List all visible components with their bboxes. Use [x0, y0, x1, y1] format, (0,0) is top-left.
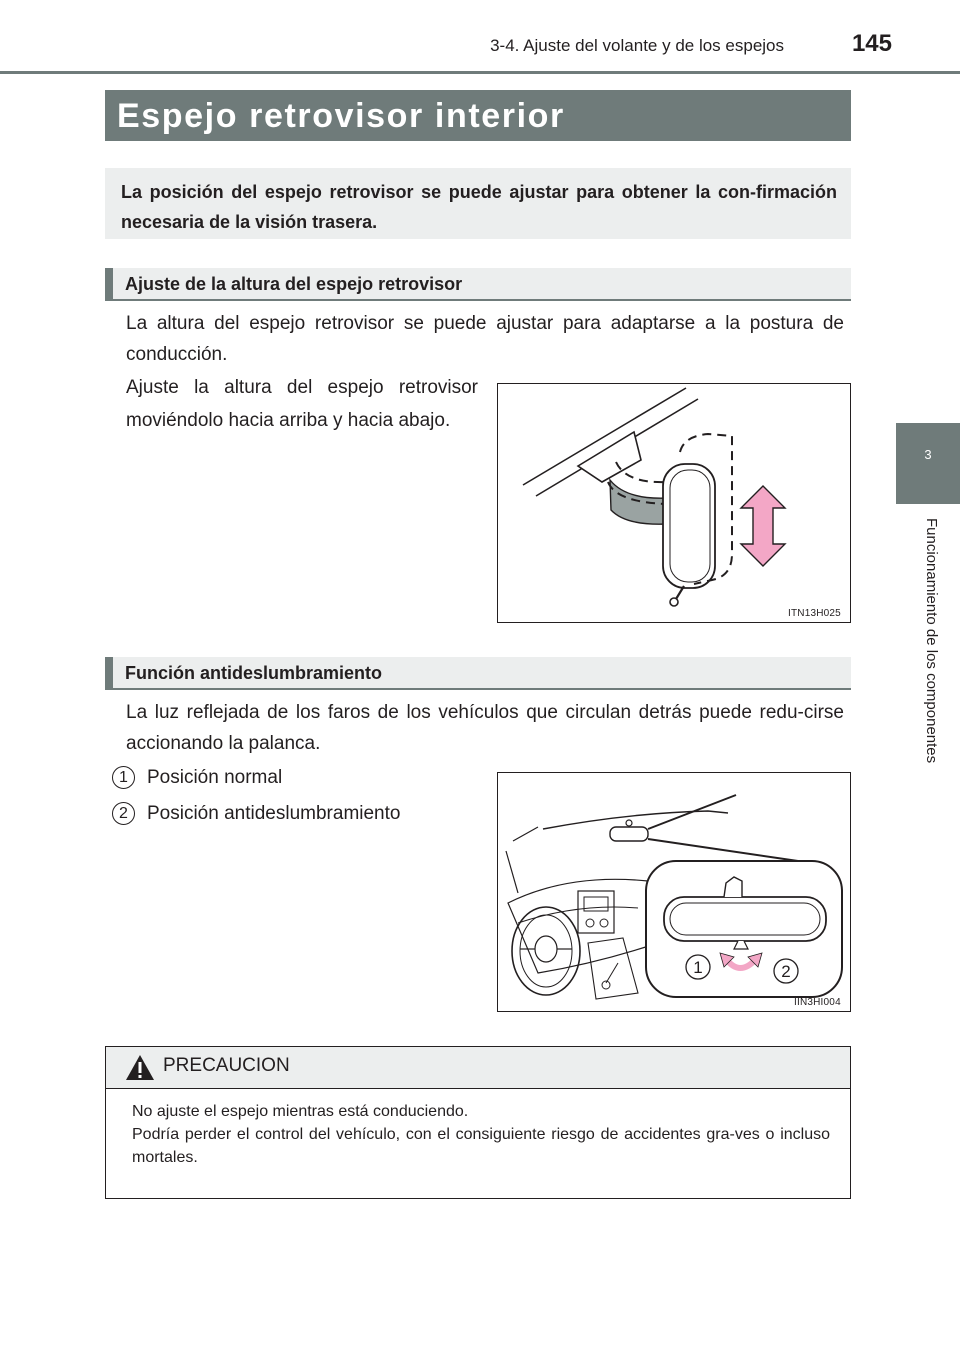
caution-line: Podría perder el control del vehículo, con el consiguiente riesgo de accidentes gra-ves o incluso mortales. — [132, 1126, 830, 1166]
section-header: 3-4. Ajuste del volante y de los espejos — [490, 36, 784, 55]
figure-code: IIN3HI004 — [794, 997, 841, 1008]
list-item-label: Posición antideslumbramiento — [147, 803, 401, 824]
antiglare-heading: Función antideslumbramiento — [105, 657, 851, 690]
mirror-height-illustration — [498, 384, 850, 622]
page-title: Espejo retrovisor interior — [117, 97, 565, 135]
callout-2-label: 2 — [781, 962, 791, 981]
height-adjust-paragraph: La altura del espejo retrovisor se puede ajustar para adaptarse a la postura de conducción. — [126, 313, 844, 365]
number-1-icon: 1 — [112, 766, 135, 789]
up-down-arrow-icon — [741, 486, 785, 566]
caution-box — [105, 1046, 851, 1199]
height-adjust-instruction: Ajuste la altura del espejo retrovisor moviéndolo hacia arriba y hacia abajo. — [126, 377, 478, 431]
header-rule — [0, 71, 960, 74]
figure-code: ITN13H025 — [788, 608, 841, 619]
list-item — [112, 800, 400, 828]
callout-1-label: 1 — [693, 958, 703, 977]
page-title-bar — [105, 90, 851, 141]
list-item — [112, 764, 282, 792]
chapter-label: Funcionamiento de los componentes — [923, 518, 940, 764]
chapter-tab: 3 — [896, 423, 960, 504]
caution-body — [106, 1089, 850, 1169]
dashboard-illustration — [498, 773, 850, 1011]
intro-box: La posición del espejo retrovisor se puede ajustar para obtener la con-firmación necesaria de la visión trasera. — [105, 168, 851, 239]
warning-triangle-icon — [125, 1054, 155, 1081]
page-number: 145 — [851, 30, 892, 57]
height-adjust-heading: Ajuste de la altura del espejo retrovisor — [105, 268, 851, 301]
mirror-height-figure — [497, 383, 851, 623]
number-2-icon: 2 — [112, 802, 135, 825]
list-item-label: Posición normal — [147, 767, 283, 788]
caution-line: No ajuste el espejo mientras está conduciendo. — [132, 1103, 469, 1120]
caution-title: PRECAUCION — [163, 1055, 290, 1076]
caution-header — [106, 1047, 850, 1089]
antiglare-paragraph: La luz reflejada de los faros de los vehículos que circulan detrás puede redu-cirse accionando la palanca. — [126, 702, 844, 754]
antiglare-figure — [497, 772, 851, 1012]
